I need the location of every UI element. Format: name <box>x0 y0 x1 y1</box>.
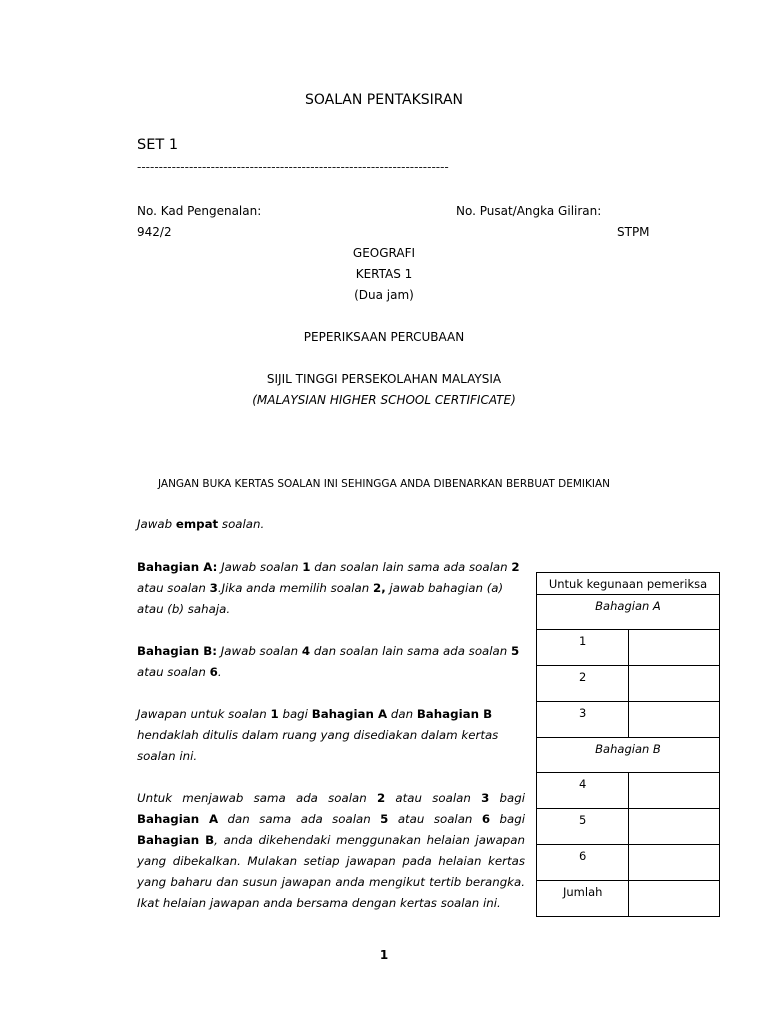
text: atau (b) sahaja. <box>137 602 231 616</box>
emphasis: empat <box>175 517 219 531</box>
certificate-name-english: (MALAYSIAN HIGHER SCHOOL CERTIFICATE) <box>252 393 516 407</box>
mark-cell <box>629 773 720 809</box>
text: bagi <box>278 707 312 721</box>
section-a-header: Bahagian A <box>537 595 720 630</box>
instruction-answer-count <box>137 514 264 535</box>
instruction-section-a <box>137 557 520 620</box>
question-number-cell: 5 <box>537 809 629 845</box>
text: atau soalan <box>137 581 210 595</box>
text: bagi <box>489 791 526 805</box>
question-number-cell: 1 <box>537 630 629 666</box>
ic-number-label: No. Kad Pengenalan: <box>137 204 262 218</box>
question-number-cell: 3 <box>537 702 629 738</box>
text: atau soalan <box>388 812 482 826</box>
text: dan <box>387 707 417 721</box>
text: Untuk menjawab sama ada soalan <box>137 791 377 805</box>
document-title: SOALAN PENTAKSIRAN <box>304 92 464 108</box>
section-label: Bahagian B: <box>137 644 217 658</box>
mark-cell <box>629 845 720 881</box>
text: Jawab <box>137 517 176 531</box>
section-label: Bahagian A: <box>137 560 218 574</box>
question-number: 2 <box>376 791 386 805</box>
warning-notice: JANGAN BUKA KERTAS SOALAN INI SEHINGGA ANDA DIBENARKAN BERBUAT DEMIKIAN <box>157 478 611 490</box>
text: dan soalan lain sama ada soalan <box>310 560 512 574</box>
text: atau soalan <box>137 665 210 679</box>
text: Jawapan untuk soalan <box>137 707 271 721</box>
mark-cell <box>629 702 720 738</box>
paper-duration: (Dua jam) <box>354 288 414 302</box>
text: soalan ini. <box>137 749 198 763</box>
paper-code: 942/2 <box>137 225 172 239</box>
subject-name: GEOGRAFI <box>352 246 416 260</box>
question-number-cell: 4 <box>537 773 629 809</box>
question-number: 3 <box>209 581 218 595</box>
text: , anda dikehendaki menggunakan helaian jawapan yang dibekalkan. Mulakan setiap jawapan pada helaian kertas yang baharu dan susun jawapan anda mengikut tertib berangka. Ikat helaian jawapan anda bersama dengan kertas soalan ini. <box>137 833 525 910</box>
total-label-cell: Jumlah <box>537 881 629 917</box>
mark-cell <box>629 630 720 666</box>
examiner-table-header: Untuk kegunaan pemeriksa <box>537 573 720 595</box>
text: soalan. <box>218 517 265 531</box>
exam-name: PEPERIKSAAN PERCUBAAN <box>303 330 465 344</box>
set-label: SET 1 <box>137 137 179 153</box>
section-label: Bahagian A <box>311 707 388 721</box>
question-number: 2 <box>511 560 520 574</box>
question-number-cell: 6 <box>537 845 629 881</box>
question-number: 6 <box>209 665 218 679</box>
section-label: Bahagian A <box>137 812 219 826</box>
total-mark-cell <box>629 881 720 917</box>
question-number-cell: 2 <box>537 666 629 702</box>
text: Jawab soalan <box>217 560 303 574</box>
centre-index-label: No. Pusat/Angka Giliran: <box>456 204 602 218</box>
question-number: 4 <box>301 644 311 658</box>
text: bagi <box>490 812 526 826</box>
section-label: Bahagian B <box>416 707 493 721</box>
text: .Jika anda memilih soalan <box>217 581 373 595</box>
paper-number: KERTAS 1 <box>355 267 413 281</box>
dashed-divider: ------------------------------------------------------------------------ <box>137 160 449 174</box>
instruction-section-b <box>137 641 519 683</box>
question-number: 3 <box>481 791 490 805</box>
section-label: Bahagian B <box>137 833 215 847</box>
text: dan sama ada soalan <box>227 812 381 826</box>
text: hendaklah ditulis dalam ruang yang disediakan dalam kertas <box>137 728 499 742</box>
instruction-answer-sheets <box>137 788 525 914</box>
certificate-name: SIJIL TINGGI PERSEKOLAHAN MALAYSIA <box>266 372 502 386</box>
mark-cell <box>629 666 720 702</box>
mark-cell <box>629 809 720 845</box>
text: Jawab soalan <box>216 644 302 658</box>
text: atau soalan <box>385 791 482 805</box>
question-number: 6 <box>481 812 491 826</box>
text: dan soalan lain sama ada soalan <box>310 644 512 658</box>
question-number: 5 <box>380 812 389 826</box>
exam-level: STPM <box>617 225 650 239</box>
question-number: 1 <box>302 560 311 574</box>
page-number: 1 <box>379 948 389 962</box>
question-number: 1 <box>270 707 279 721</box>
text: . <box>217 665 222 679</box>
examiner-use-table <box>536 572 720 917</box>
question-number: 2, <box>372 581 386 595</box>
section-b-header: Bahagian B <box>537 738 720 773</box>
text: jawab bahagian (a) <box>385 581 504 595</box>
instruction-answer-location <box>137 704 498 767</box>
question-number: 5 <box>511 644 520 658</box>
